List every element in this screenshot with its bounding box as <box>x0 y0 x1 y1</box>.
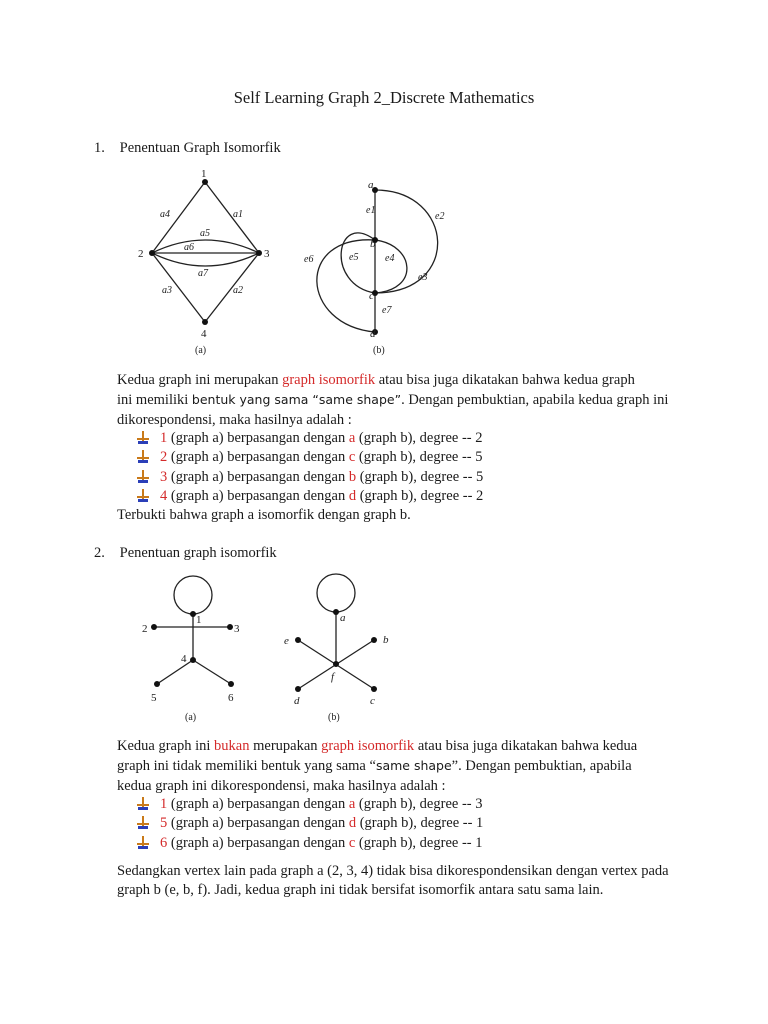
vertex-label: 6 <box>228 692 234 704</box>
list-item: 1 (graph a) berpasangan dengan a (graph b), degree -- 3 <box>136 795 483 814</box>
highlight-text: bukan <box>214 738 250 754</box>
list-item: 1 (graph a) berpasangan dengan a (graph b), degree -- 2 <box>136 429 483 448</box>
edge-label: a4 <box>160 209 170 220</box>
paragraph-line: Kedua graph ini bukan merupakan graph isomorfik atau bisa juga dikatakan bahwa kedua <box>117 738 638 754</box>
vertex-label: 3 <box>264 248 270 260</box>
section-1-heading <box>94 140 281 157</box>
section-2-title: Penentuan graph isomorfik <box>119 545 277 561</box>
vertex-label: c <box>369 290 374 302</box>
figure-caption: (a) <box>195 345 207 356</box>
list-item: 6 (graph a) berpasangan dengan c (graph b), degree -- 1 <box>136 834 483 853</box>
pin-bullet-icon <box>136 450 150 463</box>
paragraph-line: kedua graph ini dikorespondensi, maka hasilnya adalah : <box>117 777 446 794</box>
section-2-bullet-list <box>136 795 483 853</box>
vertex-label: 5 <box>151 692 157 704</box>
page-title: Self Learning Graph 2_Discrete Mathematics <box>233 88 535 107</box>
graph-2b <box>284 574 389 723</box>
section-1-bullet-list <box>136 429 483 506</box>
list-item: 5 (graph a) berpasangan dengan d (graph b), degree -- 1 <box>136 814 483 833</box>
mono-text: bentuk yang sama “same shape” <box>191 392 402 408</box>
section-2-closing: Sedangkan vertex lain pada graph a (2, 3, 4) tidak bisa dikorespondensikan dengan vertex pada graph b (e, b, f). Jadi, kedua graph ini tidak bersifat isomorfik antara satu sama lain. <box>117 863 669 899</box>
vertex-label: b <box>370 238 376 250</box>
pin-bullet-icon <box>136 489 150 502</box>
mono-text: same shape <box>375 758 452 774</box>
section-2-number: 2. <box>94 545 105 561</box>
edge-label: e2 <box>435 211 445 222</box>
edge-label: e4 <box>385 253 395 264</box>
vertex-label: 1 <box>196 614 202 626</box>
figure-caption: (b) <box>328 712 340 723</box>
edge-label: a5 <box>200 228 210 239</box>
pin-bullet-icon <box>136 816 150 829</box>
highlight-text: graph isomorfik <box>282 372 376 388</box>
list-item: 3 (graph a) berpasangan dengan b (graph b), degree -- 5 <box>136 468 483 487</box>
graph-1a <box>138 168 270 356</box>
figure-caption: (a) <box>185 712 197 723</box>
section-1-paragraph <box>117 371 675 430</box>
edge-label: e5 <box>349 252 359 263</box>
vertex-label: 1 <box>201 168 207 180</box>
vertex-label: d <box>294 695 300 707</box>
highlight-text: graph isomorfik <box>321 738 415 754</box>
vertex-label: a <box>340 612 346 624</box>
edge-label: a1 <box>233 209 243 220</box>
paragraph-line: Kedua graph ini merupakan graph isomorfik atau bisa juga dikatakan bahwa kedua graph <box>117 372 635 388</box>
paragraph-line: graph ini tidak memiliki bentuk yang sama “same shape”. Dengan pembuktian, apabila <box>117 758 632 775</box>
vertex-label: 2 <box>142 623 148 635</box>
edge-label: e1 <box>366 205 376 216</box>
vertex-label: c <box>370 695 375 707</box>
edge-label: e7 <box>382 305 392 316</box>
vertex-label: 4 <box>201 328 207 340</box>
edge-label: a2 <box>233 285 243 296</box>
vertex-label: b <box>383 634 389 646</box>
paragraph-line: dikorespondensi, maka hasilnya adalah : <box>117 411 352 428</box>
vertex-label: 3 <box>234 623 240 635</box>
graph-2a <box>142 576 240 723</box>
edge-label: a6 <box>184 242 194 253</box>
section-2-paragraph <box>117 737 675 796</box>
vertex-label: f <box>331 671 335 683</box>
figure-1 <box>130 165 460 365</box>
list-item: 4 (graph a) berpasangan dengan d (graph b), degree -- 2 <box>136 487 483 506</box>
figure-caption: (b) <box>373 345 385 356</box>
graph-1b <box>304 179 444 356</box>
figure-2 <box>130 568 410 728</box>
vertex-label: 4 <box>181 653 187 665</box>
vertex-label: a <box>368 179 374 191</box>
edge-label: a3 <box>162 285 172 296</box>
edge-label: e3 <box>418 272 428 283</box>
paragraph-line: ini memiliki bentuk yang sama “same shape”. Dengan pembuktian, apabila kedua graph ini <box>117 392 669 409</box>
pin-bullet-icon <box>136 797 150 810</box>
edge-label: e6 <box>304 254 314 265</box>
vertex-label: e <box>284 635 289 647</box>
pin-bullet-icon <box>136 470 150 483</box>
section-1-number: 1. <box>94 140 105 156</box>
pin-bullet-icon <box>136 836 150 849</box>
edge-label: a7 <box>198 268 208 279</box>
section-2-heading <box>94 545 277 562</box>
pin-bullet-icon <box>136 431 150 444</box>
list-item: 2 (graph a) berpasangan dengan c (graph b), degree -- 5 <box>136 448 483 467</box>
vertex-label: d <box>370 328 376 340</box>
vertex-label: 2 <box>138 248 144 260</box>
section-1-conclusion: Terbukti bahwa graph a isomorfik dengan graph b. <box>117 507 411 523</box>
section-1-title: Penentuan Graph Isomorfik <box>119 140 281 156</box>
